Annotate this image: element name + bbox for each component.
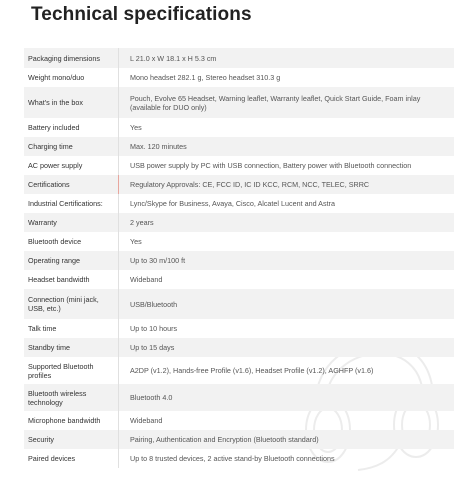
spec-label: Paired devices bbox=[28, 454, 76, 463]
spec-value: Wideband bbox=[130, 275, 163, 284]
spec-row bbox=[24, 270, 454, 289]
spec-row bbox=[24, 338, 454, 357]
spec-label: Security bbox=[28, 435, 54, 444]
spec-value: Pouch, Evolve 65 Headset, Warning leaflet, Warranty leaflet, Quick Start Guide, Foam inlay (available for DUO only) bbox=[130, 93, 421, 112]
spec-value: USB/Bluetooth bbox=[130, 299, 178, 309]
spec-row bbox=[24, 213, 454, 232]
spec-value: Max. 120 minutes bbox=[130, 142, 187, 151]
spec-label: Headset bandwidth bbox=[28, 275, 90, 284]
spec-value: Regulatory Approvals: CE, FCC ID, IC ID KCC, RCM, NCC, TELEC, SRRC bbox=[130, 180, 370, 189]
spec-value: L 21.0 x W 18.1 x H 5.3 cm bbox=[130, 53, 217, 63]
spec-row bbox=[24, 118, 454, 137]
spec-label: Weight mono/duo bbox=[28, 73, 85, 82]
spec-value: Pairing, Authentication and Encryption (Bluetooth standard) bbox=[130, 435, 319, 444]
spec-label: Packaging dimensions bbox=[28, 53, 100, 63]
spec-value: A2DP (v1.2), Hands-free Profile (v1.6), Headset Profile (v1.2), AGHFP (v1.6) bbox=[130, 366, 374, 375]
spec-value: Lync/Skype for Business, Avaya, Cisco, Alcatel Lucent and Astra bbox=[130, 199, 335, 208]
spec-row bbox=[24, 156, 454, 175]
spec-row bbox=[24, 232, 454, 251]
spec-label: Charging time bbox=[28, 142, 73, 151]
spec-value: Up to 30 m/100 ft bbox=[130, 256, 186, 265]
spec-value: Yes bbox=[130, 237, 142, 246]
spec-row bbox=[24, 251, 454, 270]
spec-value: 2 years bbox=[130, 218, 154, 227]
spec-value: Up to 15 days bbox=[130, 343, 175, 352]
spec-label: Bluetooth device bbox=[28, 237, 82, 246]
page-title: Technical specifications bbox=[31, 4, 252, 25]
spec-label: Battery included bbox=[28, 123, 80, 132]
spec-value: USB power supply by PC with USB connection, Battery power with Bluetooth connection bbox=[130, 161, 412, 170]
spec-label: AC power supply bbox=[28, 161, 83, 170]
spec-row bbox=[24, 48, 454, 68]
spec-row bbox=[24, 411, 454, 430]
spec-label: Supported Bluetooth profiles bbox=[28, 361, 94, 380]
specifications-table bbox=[24, 48, 454, 468]
spec-row bbox=[24, 319, 454, 338]
spec-label: Bluetooth wireless technology bbox=[28, 388, 87, 407]
spec-label: What's in the box bbox=[28, 98, 83, 107]
spec-row bbox=[24, 289, 454, 319]
spec-label: Warranty bbox=[28, 218, 57, 227]
spec-label: Talk time bbox=[28, 324, 57, 333]
spec-value: Wideband bbox=[130, 416, 163, 425]
spec-value: Mono headset 282.1 g, Stereo headset 310.3 g bbox=[130, 73, 281, 82]
spec-value: Up to 8 trusted devices, 2 active stand-by Bluetooth connections bbox=[130, 454, 335, 463]
spec-value: Bluetooth 4.0 bbox=[130, 393, 173, 402]
spec-label: Operating range bbox=[28, 256, 80, 265]
spec-label: Microphone bandwidth bbox=[28, 416, 101, 425]
spec-row bbox=[24, 357, 454, 384]
spec-row bbox=[24, 384, 454, 411]
spec-label: Standby time bbox=[28, 343, 70, 352]
spec-row bbox=[24, 68, 454, 87]
spec-row bbox=[24, 175, 454, 194]
spec-row bbox=[24, 449, 454, 468]
spec-row bbox=[24, 137, 454, 156]
spec-value: Yes bbox=[130, 123, 142, 132]
spec-row bbox=[24, 87, 454, 118]
spec-row bbox=[24, 430, 454, 449]
spec-value: Up to 10 hours bbox=[130, 324, 178, 333]
spec-row bbox=[24, 194, 454, 213]
spec-label: Connection (mini jack, USB, etc.) bbox=[28, 295, 99, 313]
spec-label: Industrial Certifications: bbox=[28, 199, 103, 208]
spec-label: Certifications bbox=[28, 180, 70, 189]
